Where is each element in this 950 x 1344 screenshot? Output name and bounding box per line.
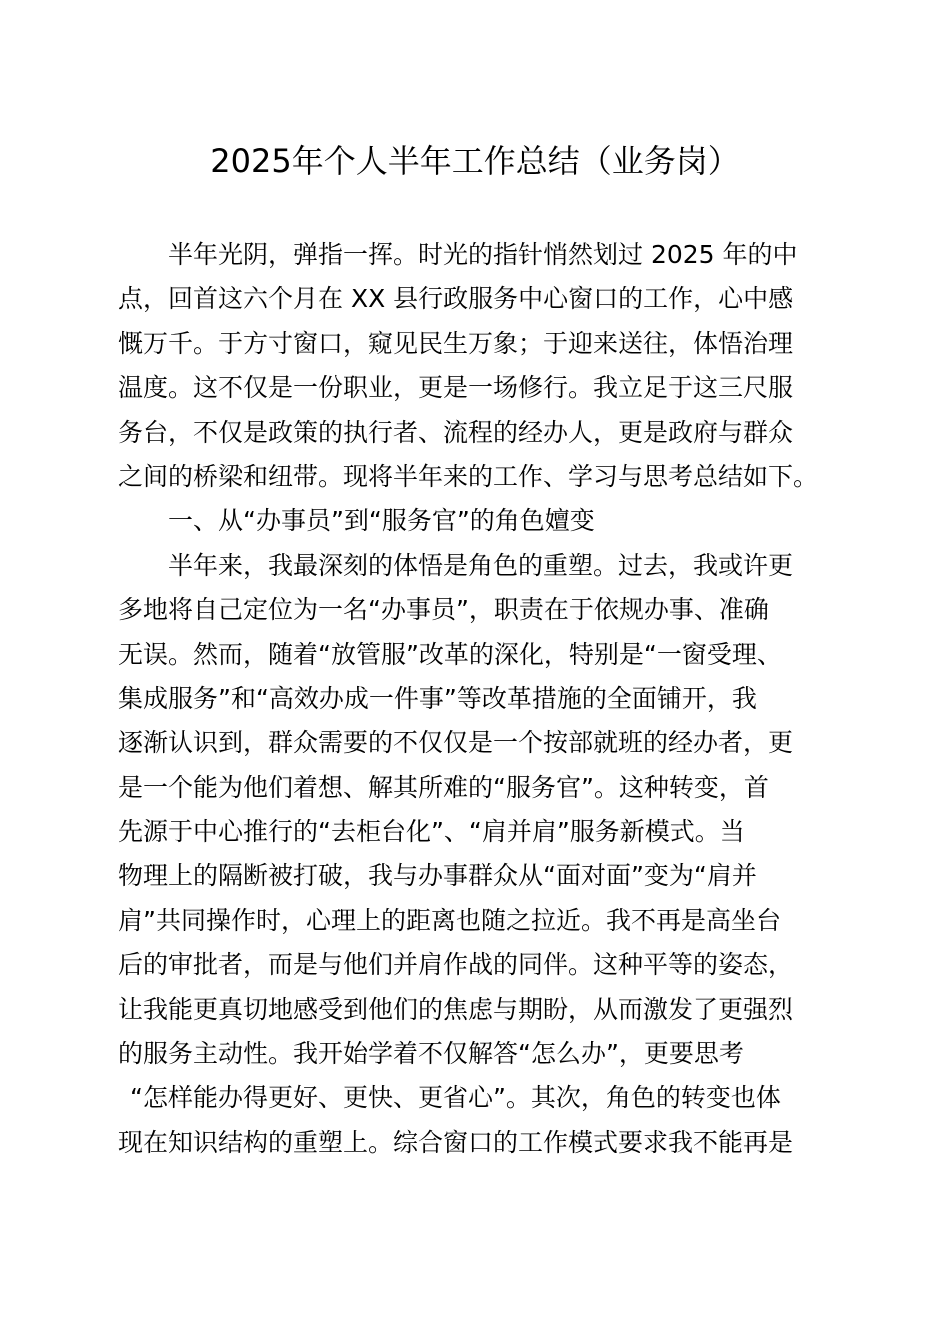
text-line: 后的审批者，而是与他们并肩作战的同伴。这种平等的姿态， (118, 950, 794, 980)
text-line: 集成服务”和“高效办成一件事”等改革措施的全面铺开，我 (118, 683, 757, 713)
text-line: 让我能更真切地感受到他们的焦虑与期盼，从而激发了更强烈 (118, 994, 794, 1024)
text-line: 的服务主动性。我开始学着不仅解答“怎么办”，更要思考 (118, 1039, 744, 1069)
text-line: 无误。然而，随着“放管服”改革的深化，特别是“一窗受理、 (118, 639, 782, 669)
text-line: 逐渐认识到，群众需要的不仅仅是一个按部就班的经办者，更 (118, 728, 794, 758)
text-line: 点，回首这六个月在 XX 县行政服务中心窗口的工作，心中感 (118, 284, 794, 314)
text-line: 是一个能为他们着想、解其所难的“服务官”。这种转变，首 (118, 772, 769, 802)
text-line: 半年光阴，弹指一挥。时光的指针悄然划过 2025 年的中 (168, 240, 798, 269)
text-line: 半年来，我最深刻的体悟是角色的重塑。过去，我或许更 (168, 550, 794, 580)
text-line: 务台，不仅是政策的执行者、流程的经办人，更是政府与群众 (118, 417, 794, 447)
text-line: 现在知识结构的重塑上。综合窗口的工作模式要求我不能再是 (118, 1127, 794, 1157)
document-title: 2025年个人半年工作总结（业务岗） (210, 142, 740, 180)
text-line: 温度。这不仅是一份职业，更是一场修行。我立足于这三尺服 (118, 373, 794, 403)
document-body (118, 233, 838, 1165)
text-line: 多地将自己定位为一名“办事员”，职责在于依规办事、准确 (118, 595, 769, 625)
section-heading: 一、从“办事员”到“服务官”的角色嬗变 (168, 506, 595, 536)
text-line: 慨万千。于方寸窗口，窥见民生万象；于迎来送往，体悟治理 (118, 328, 794, 358)
text-line: 物理上的隔断被打破，我与办事群众从“面对面”变为“肩并 (118, 861, 757, 891)
text-line: “怎样能办得更好、更快、更省心”。其次，角色的转变也体 (130, 1083, 781, 1113)
text-line: 之间的桥梁和纽带。现将半年来的工作、学习与思考总结如下。 (118, 461, 819, 491)
text-line: 肩”共同操作时，心理上的距离也随之拉近。我不再是高坐台 (118, 905, 781, 935)
text-line: 先源于中心推行的“去柜台化”、“肩并肩”服务新模式。当 (118, 817, 745, 847)
